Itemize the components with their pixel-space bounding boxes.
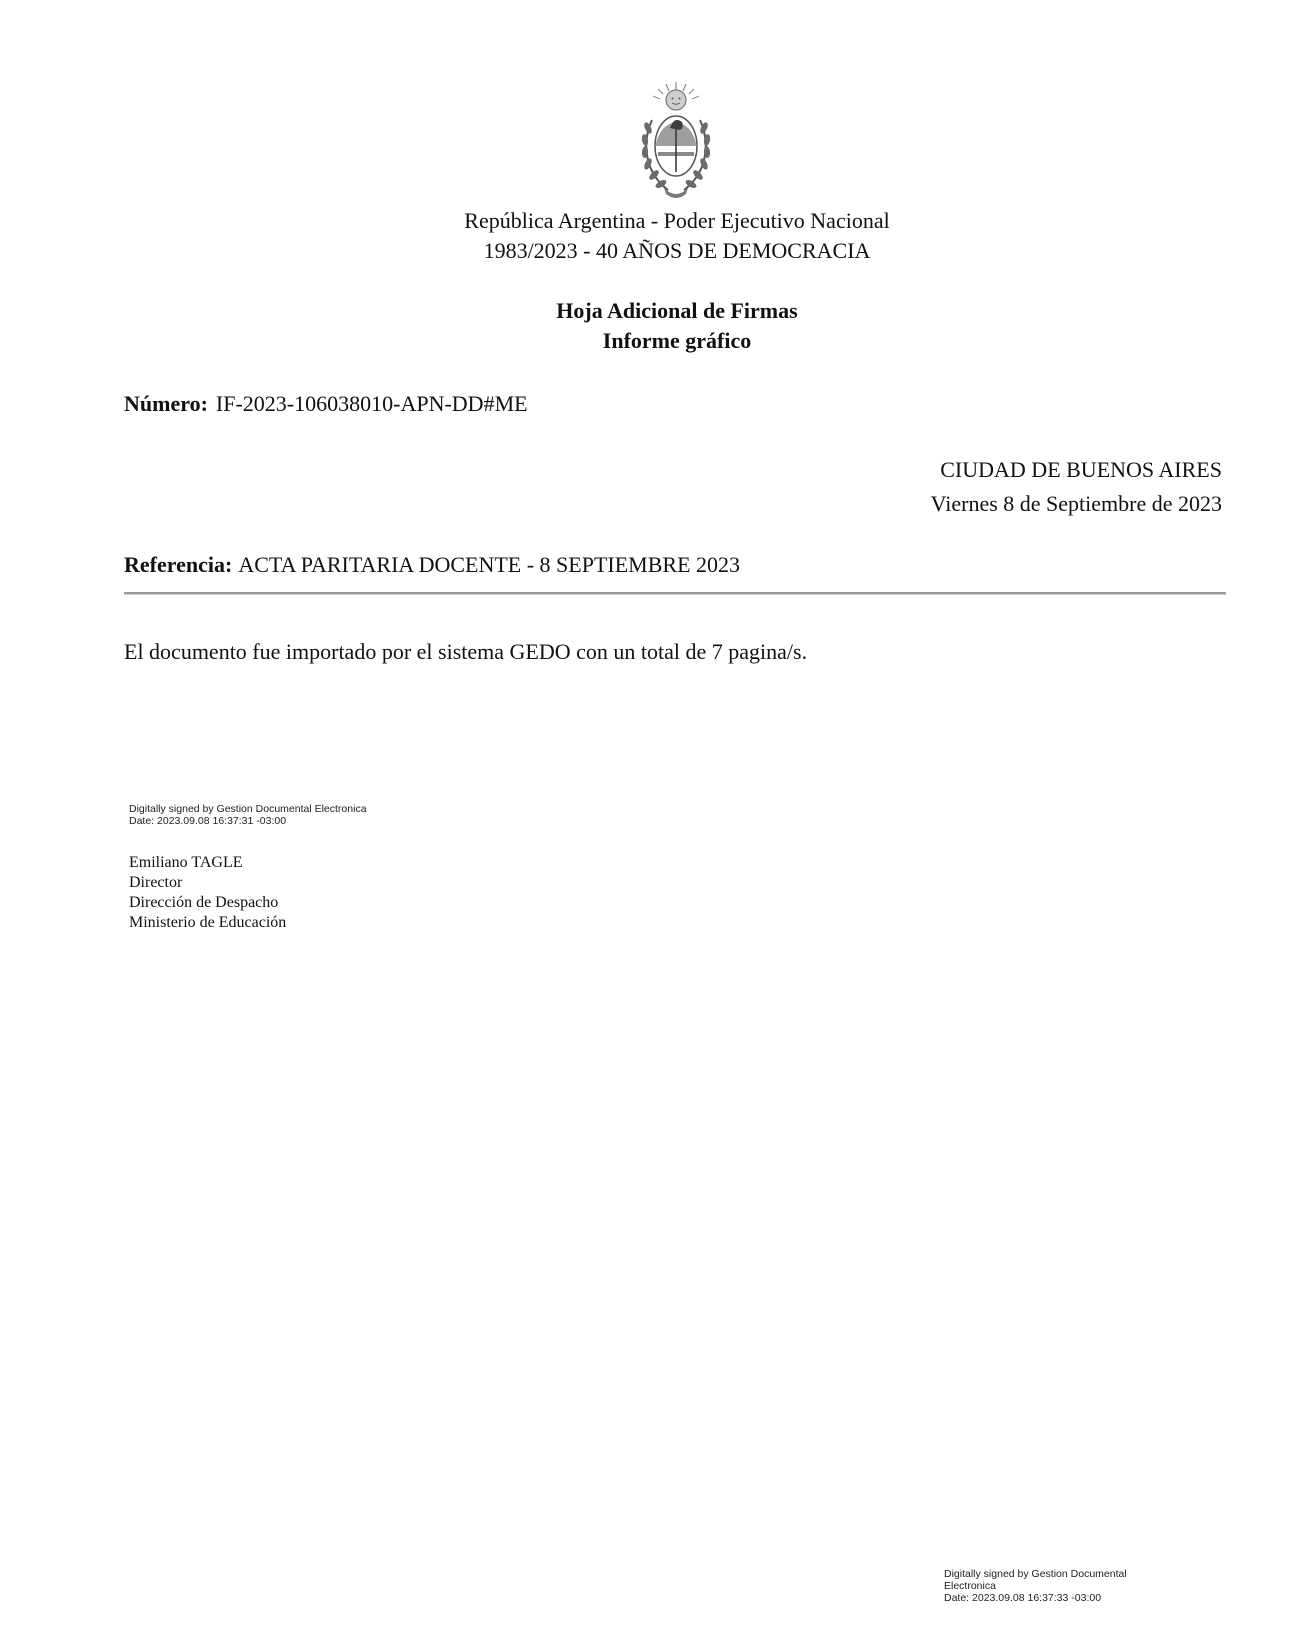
body-paragraph: El documento fue importado por el sistema GEDO con un total de 7 pagina/s.	[124, 639, 808, 664]
digital-signature-stamp-footer	[944, 1568, 1127, 1604]
divider	[124, 592, 1226, 595]
reference-label: Referencia:	[124, 552, 233, 577]
signature-stamp-line: Electronica	[944, 1580, 996, 1592]
document-number-label: Número:	[124, 391, 208, 416]
document-number	[124, 390, 528, 418]
reference-value: ACTA PARITARIA DOCENTE - 8 SEPTIEMBRE 2023	[238, 552, 741, 577]
signer-position: Director	[129, 874, 183, 891]
signer-block	[129, 853, 286, 933]
location-date: Viernes 8 de Septiembre de 2023	[930, 491, 1222, 516]
digital-signature-stamp	[129, 803, 367, 827]
header-subtitle: 1983/2023 - 40 AÑOS DE DEMOCRACIA	[483, 238, 871, 263]
signature-stamp-date: Date: 2023.09.08 16:37:33 -03:00	[944, 1592, 1102, 1604]
reference	[124, 551, 740, 579]
header-title: República Argentina - Poder Ejecutivo Nacional	[464, 208, 890, 233]
signer-department: Dirección de Despacho	[129, 894, 279, 911]
document-number-value: IF-2023-106038010-APN-DD#ME	[215, 391, 528, 416]
document-title: Hoja Adicional de Firmas	[556, 298, 798, 323]
argentina-coat-of-arms-icon	[638, 80, 714, 202]
signature-stamp-line: Digitally signed by Gestion Documental	[944, 1568, 1127, 1580]
signer-ministry: Ministerio de Educación	[129, 914, 287, 931]
signature-stamp-line: Digitally signed by Gestion Documental Electronica	[129, 803, 367, 815]
location-city: CIUDAD DE BUENOS AIRES	[940, 457, 1222, 482]
signer-name: Emiliano TAGLE	[129, 854, 243, 871]
document-subtitle: Informe gráfico	[602, 328, 752, 353]
signature-stamp-date: Date: 2023.09.08 16:37:31 -03:00	[129, 815, 287, 827]
